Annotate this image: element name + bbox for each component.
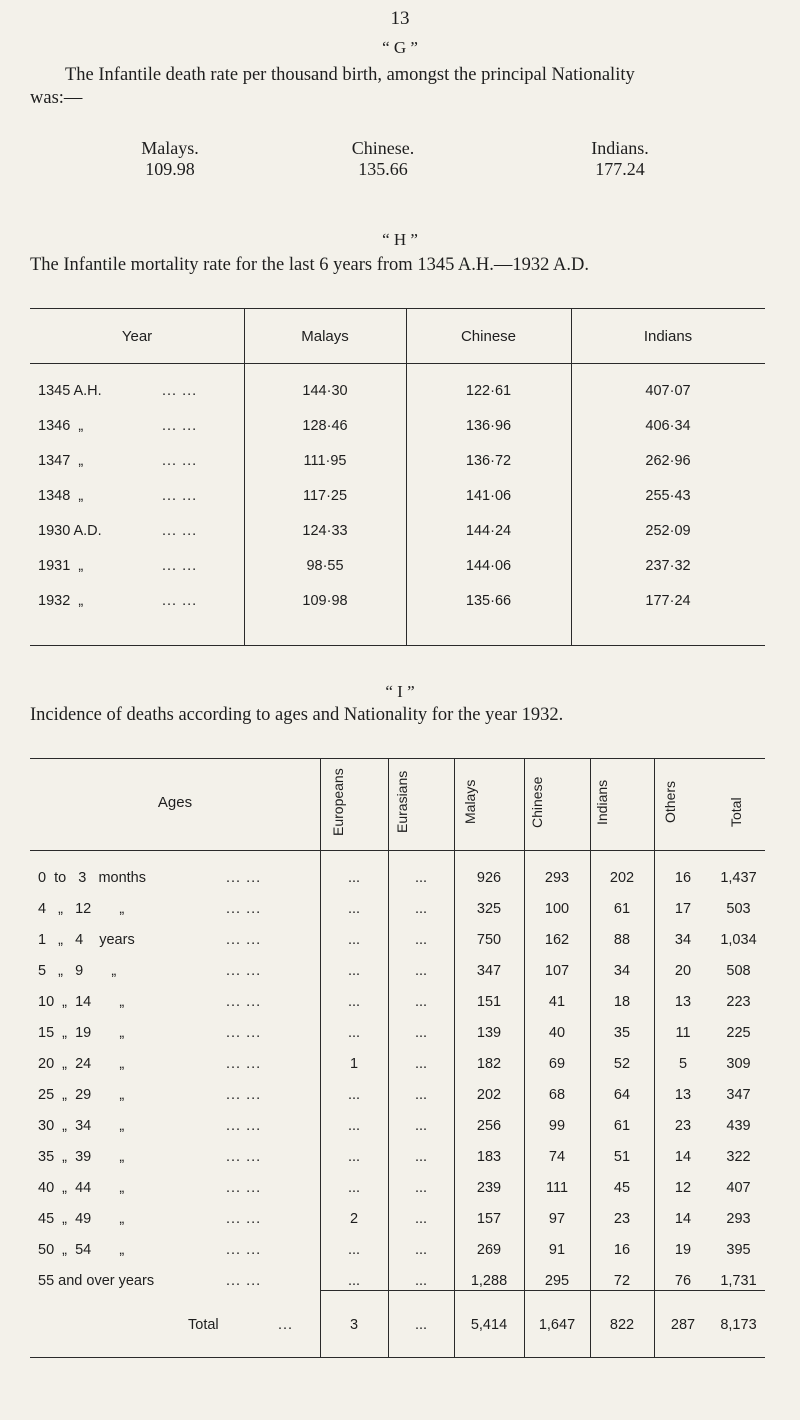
eurasians-cell: ... [414,1025,428,1041]
others-cell: 11 [675,1025,691,1041]
chinese-cell: 111 [545,1180,569,1196]
deaths-by-age-table [30,758,765,1358]
col-header-indians: Indians [594,779,610,825]
indians-cell: 34 [613,963,631,979]
eurasians-cell: ... [414,1087,428,1103]
section-i-paragraph: Incidence of deaths according to ages and Nationality for the year 1932. [30,705,564,725]
leader-dots: ... ... [226,1273,262,1289]
age-cell: 5 „ 9 „ [38,963,117,979]
eurasians-cell: ... [414,1149,428,1165]
europeans-cell: ... [347,1273,361,1289]
table-row [30,383,765,413]
leader-dots: ... ... [226,870,262,886]
malays-cell: 111·95 [303,453,347,469]
malays-cell: 183 [476,1149,502,1165]
others-cell: 23 [674,1118,692,1134]
table-row [30,1087,765,1115]
nationality-name: Malays. [141,138,199,158]
malays-cell: 202 [476,1087,502,1103]
malays-cell: 128·46 [302,418,348,434]
malays-cell: 139 [476,1025,502,1041]
total-cell: 1,437 [720,870,757,886]
table-row [30,1273,765,1301]
eurasians-cell: ... [414,901,428,917]
chinese-cell: 136·72 [465,453,512,469]
table-row [30,1242,765,1270]
europeans-cell: ... [347,1087,361,1103]
chinese-cell: 144·24 [465,523,512,539]
leader-dots: ... ... [226,1149,262,1165]
indians-cell: 64 [613,1087,631,1103]
others-cell: 14 [674,1211,692,1227]
others-cell: 76 [674,1273,692,1289]
leader-dots: ... ... [162,593,198,609]
total-cell: 439 [726,1118,751,1134]
chinese-cell: 295 [544,1273,570,1289]
total-row [30,1317,765,1345]
year-cell: 1346 „ [38,418,84,434]
total-cell: 395 [726,1242,751,1258]
eurasians-cell: ... [414,1242,428,1258]
eurasians-cell: ... [414,963,428,979]
chinese-cell: 293 [544,870,570,886]
others-cell: 17 [674,901,692,917]
nationality-rate: 135.66 [358,159,408,179]
indians-cell: 237·32 [645,558,691,574]
others-cell: 19 [674,1242,692,1258]
chinese-cell: 144·06 [465,558,512,574]
leader-dots: ... ... [162,418,198,434]
others-total: 287 [670,1317,696,1333]
indians-cell: 88 [613,932,631,948]
nationality-rate: 109.98 [145,159,195,179]
indians-cell: 262·96 [645,453,691,469]
chinese-cell: 136·96 [465,418,512,434]
others-cell: 12 [674,1180,692,1196]
eurasians-cell: ... [414,994,428,1010]
europeans-cell: ... [347,1180,361,1196]
chinese-cell: 40 [548,1025,566,1041]
col-header-chinese: Chinese [529,776,545,828]
col-header-ages: Ages [157,794,193,811]
others-cell: 13 [674,994,692,1010]
others-cell: 5 [678,1056,688,1072]
table-rule [30,363,765,364]
malays-cell: 347 [476,963,502,979]
eurasians-cell: ... [414,1273,428,1289]
chinese-cell: 41 [548,994,566,1010]
table-row [30,963,765,991]
indians-cell: 51 [613,1149,631,1165]
indians-total: 822 [609,1317,635,1333]
chinese-cell: 74 [548,1149,566,1165]
europeans-cell: ... [347,1242,361,1258]
total-cell: 1,034 [720,932,757,948]
year-cell: 1930 A.D. [38,523,102,539]
malays-cell: 151 [476,994,502,1010]
malays-cell: 124·33 [302,523,348,539]
table-row [30,558,765,588]
indians-cell: 407·07 [645,383,691,399]
indians-cell: 35 [613,1025,631,1041]
total-cell: 508 [726,963,751,979]
table-rule [30,308,765,309]
europeans-cell: ... [347,1118,361,1134]
indians-cell: 16 [613,1242,631,1258]
table-row [30,932,765,960]
malays-cell: 109·98 [302,593,348,609]
chinese-cell: 69 [548,1056,566,1072]
indians-cell: 18 [613,994,631,1010]
col-header-year: Year [121,328,153,345]
leader-dots: ... ... [226,1087,262,1103]
chinese-cell: 141·06 [465,488,512,504]
year-cell: 1347 „ [38,453,84,469]
leader-dots: ... [278,1317,294,1333]
nationality-indians [555,138,685,180]
indians-cell: 61 [613,901,631,917]
malays-total: 5,414 [470,1317,508,1333]
malays-cell: 750 [476,932,502,948]
europeans-cell: ... [347,901,361,917]
age-cell: 40 „ 44 „ [38,1180,125,1196]
total-cell: 293 [726,1211,751,1227]
chinese-cell: 91 [548,1242,566,1258]
table-row [30,1211,765,1239]
eurasians-cell: ... [414,1056,428,1072]
others-cell: 16 [674,870,692,886]
malays-cell: 1,288 [470,1273,508,1289]
col-header-europeans: Europeans [330,768,346,836]
nationality-rate: 177.24 [595,159,645,179]
indians-cell: 61 [613,1118,631,1134]
leader-dots: ... ... [226,994,262,1010]
leader-dots: ... ... [226,932,262,948]
total-cell: 503 [726,901,751,917]
malays-cell: 182 [476,1056,502,1072]
total-cell: 309 [726,1056,751,1072]
malays-cell: 269 [476,1242,502,1258]
table-row [30,994,765,1022]
nationality-chinese [318,138,448,180]
chinese-cell: 97 [548,1211,566,1227]
section-i-letter: “ I ” [385,682,415,701]
table-row [30,523,765,553]
nationality-malays [110,138,230,180]
eurasians-cell: ... [414,870,428,886]
malays-cell: 256 [476,1118,502,1134]
table-row [30,488,765,518]
europeans-cell: 1 [349,1056,359,1072]
leader-dots: ... ... [162,488,198,504]
leader-dots: ... ... [226,1242,262,1258]
chinese-cell: 162 [544,932,570,948]
indians-cell: 52 [613,1056,631,1072]
age-cell: 45 „ 49 „ [38,1211,125,1227]
malays-cell: 239 [476,1180,502,1196]
col-header-others: Others [662,781,678,824]
others-cell: 14 [674,1149,692,1165]
age-cell: 1 „ 4 years [38,932,135,948]
indians-cell: 23 [613,1211,631,1227]
leader-dots: ... ... [226,1211,262,1227]
leader-dots: ... ... [226,1025,262,1041]
eurasians-total: ... [414,1317,428,1333]
table-row [30,418,765,448]
year-cell: 1932 „ [38,593,84,609]
section-h-letter: “ H ” [382,230,418,249]
total-cell: 1,731 [720,1273,757,1289]
table-row [30,870,765,898]
age-cell: 4 „ 12 „ [38,901,125,917]
year-cell: 1348 „ [38,488,84,504]
others-cell: 34 [674,932,692,948]
chinese-cell: 68 [548,1087,566,1103]
section-g-paragraph-line1: The Infantile death rate per thousand birth, amongst the principal Nationality [65,65,635,85]
chinese-cell: 135·66 [465,593,512,609]
age-cell: 50 „ 54 „ [38,1242,125,1258]
table-rule [30,645,765,646]
table-row [30,1149,765,1177]
leader-dots: ... ... [226,1180,262,1196]
malays-cell: 926 [476,870,502,886]
nationality-name: Chinese. [351,138,415,158]
section-g-paragraph-line2: was:— [30,88,83,108]
others-cell: 20 [674,963,692,979]
chinese-total: 1,647 [538,1317,576,1333]
total-cell: 322 [726,1149,751,1165]
age-cell: 55 and over years [38,1273,155,1289]
europeans-cell: ... [347,932,361,948]
malays-cell: 117·25 [302,488,348,504]
table-row [30,1180,765,1208]
table-row [30,1056,765,1084]
indians-cell: 406·34 [645,418,691,434]
col-header-chinese: Chinese [460,328,517,345]
table-row [30,593,765,623]
eurasians-cell: ... [414,1180,428,1196]
col-header-total: Total [728,797,744,827]
europeans-cell: ... [347,870,361,886]
chinese-cell: 107 [544,963,570,979]
indians-cell: 177·24 [645,593,691,609]
chinese-cell: 99 [548,1118,566,1134]
eurasians-cell: ... [414,1118,428,1134]
col-header-malays: Malays [301,328,349,345]
age-cell: 0 to 3 months [38,870,146,886]
age-cell: 10 „ 14 „ [38,994,125,1010]
age-cell: 15 „ 19 „ [38,1025,125,1041]
year-cell: 1931 „ [38,558,84,574]
leader-dots: ... ... [226,963,262,979]
total-cell: 223 [726,994,751,1010]
age-cell: 20 „ 24 „ [38,1056,125,1072]
leader-dots: ... ... [162,383,198,399]
leader-dots: ... ... [162,558,198,574]
leader-dots: ... ... [226,901,262,917]
table-row [30,1025,765,1053]
total-cell: 225 [726,1025,751,1041]
eurasians-cell: ... [414,932,428,948]
age-cell: 25 „ 29 „ [38,1087,125,1103]
malays-cell: 157 [476,1211,502,1227]
age-cell: 35 „ 39 „ [38,1149,125,1165]
indians-cell: 45 [613,1180,631,1196]
table-row [30,1118,765,1146]
total-label: Total [188,1317,219,1333]
total-cell: 347 [726,1087,751,1103]
col-header-malays: Malays [462,779,478,825]
age-cell: 30 „ 34 „ [38,1118,125,1134]
europeans-cell: 2 [349,1211,359,1227]
indians-cell: 252·09 [645,523,691,539]
table-row [30,901,765,929]
indians-cell: 202 [609,870,635,886]
table-row [30,453,765,483]
europeans-total: 3 [349,1317,359,1333]
europeans-cell: ... [347,994,361,1010]
malays-cell: 98·55 [306,558,344,574]
year-cell: 1345 A.H. [38,383,102,399]
col-header-indians: Indians [643,328,693,345]
chinese-cell: 100 [544,901,570,917]
section-h-paragraph: The Infantile mortality rate for the last 6 years from 1345 A.H.—1932 A.D. [30,255,589,275]
malays-cell: 325 [476,901,502,917]
nationality-name: Indians. [591,138,649,158]
others-cell: 13 [674,1087,692,1103]
section-g-letter: “ G ” [382,38,418,57]
leader-dots: ... ... [226,1118,262,1134]
page-number: 13 [390,8,410,29]
infant-mortality-table [30,308,765,646]
malays-cell: 144·30 [302,383,348,399]
total-cell: 407 [726,1180,751,1196]
leader-dots: ... ... [226,1056,262,1072]
europeans-cell: ... [347,1149,361,1165]
col-header-eurasians: Eurasians [394,770,410,834]
indians-cell: 72 [613,1273,631,1289]
indians-cell: 255·43 [645,488,691,504]
chinese-cell: 122·61 [465,383,512,399]
leader-dots: ... ... [162,523,198,539]
europeans-cell: ... [347,963,361,979]
grand-total: 8,173 [720,1317,757,1333]
eurasians-cell: ... [414,1211,428,1227]
europeans-cell: ... [347,1025,361,1041]
leader-dots: ... ... [162,453,198,469]
